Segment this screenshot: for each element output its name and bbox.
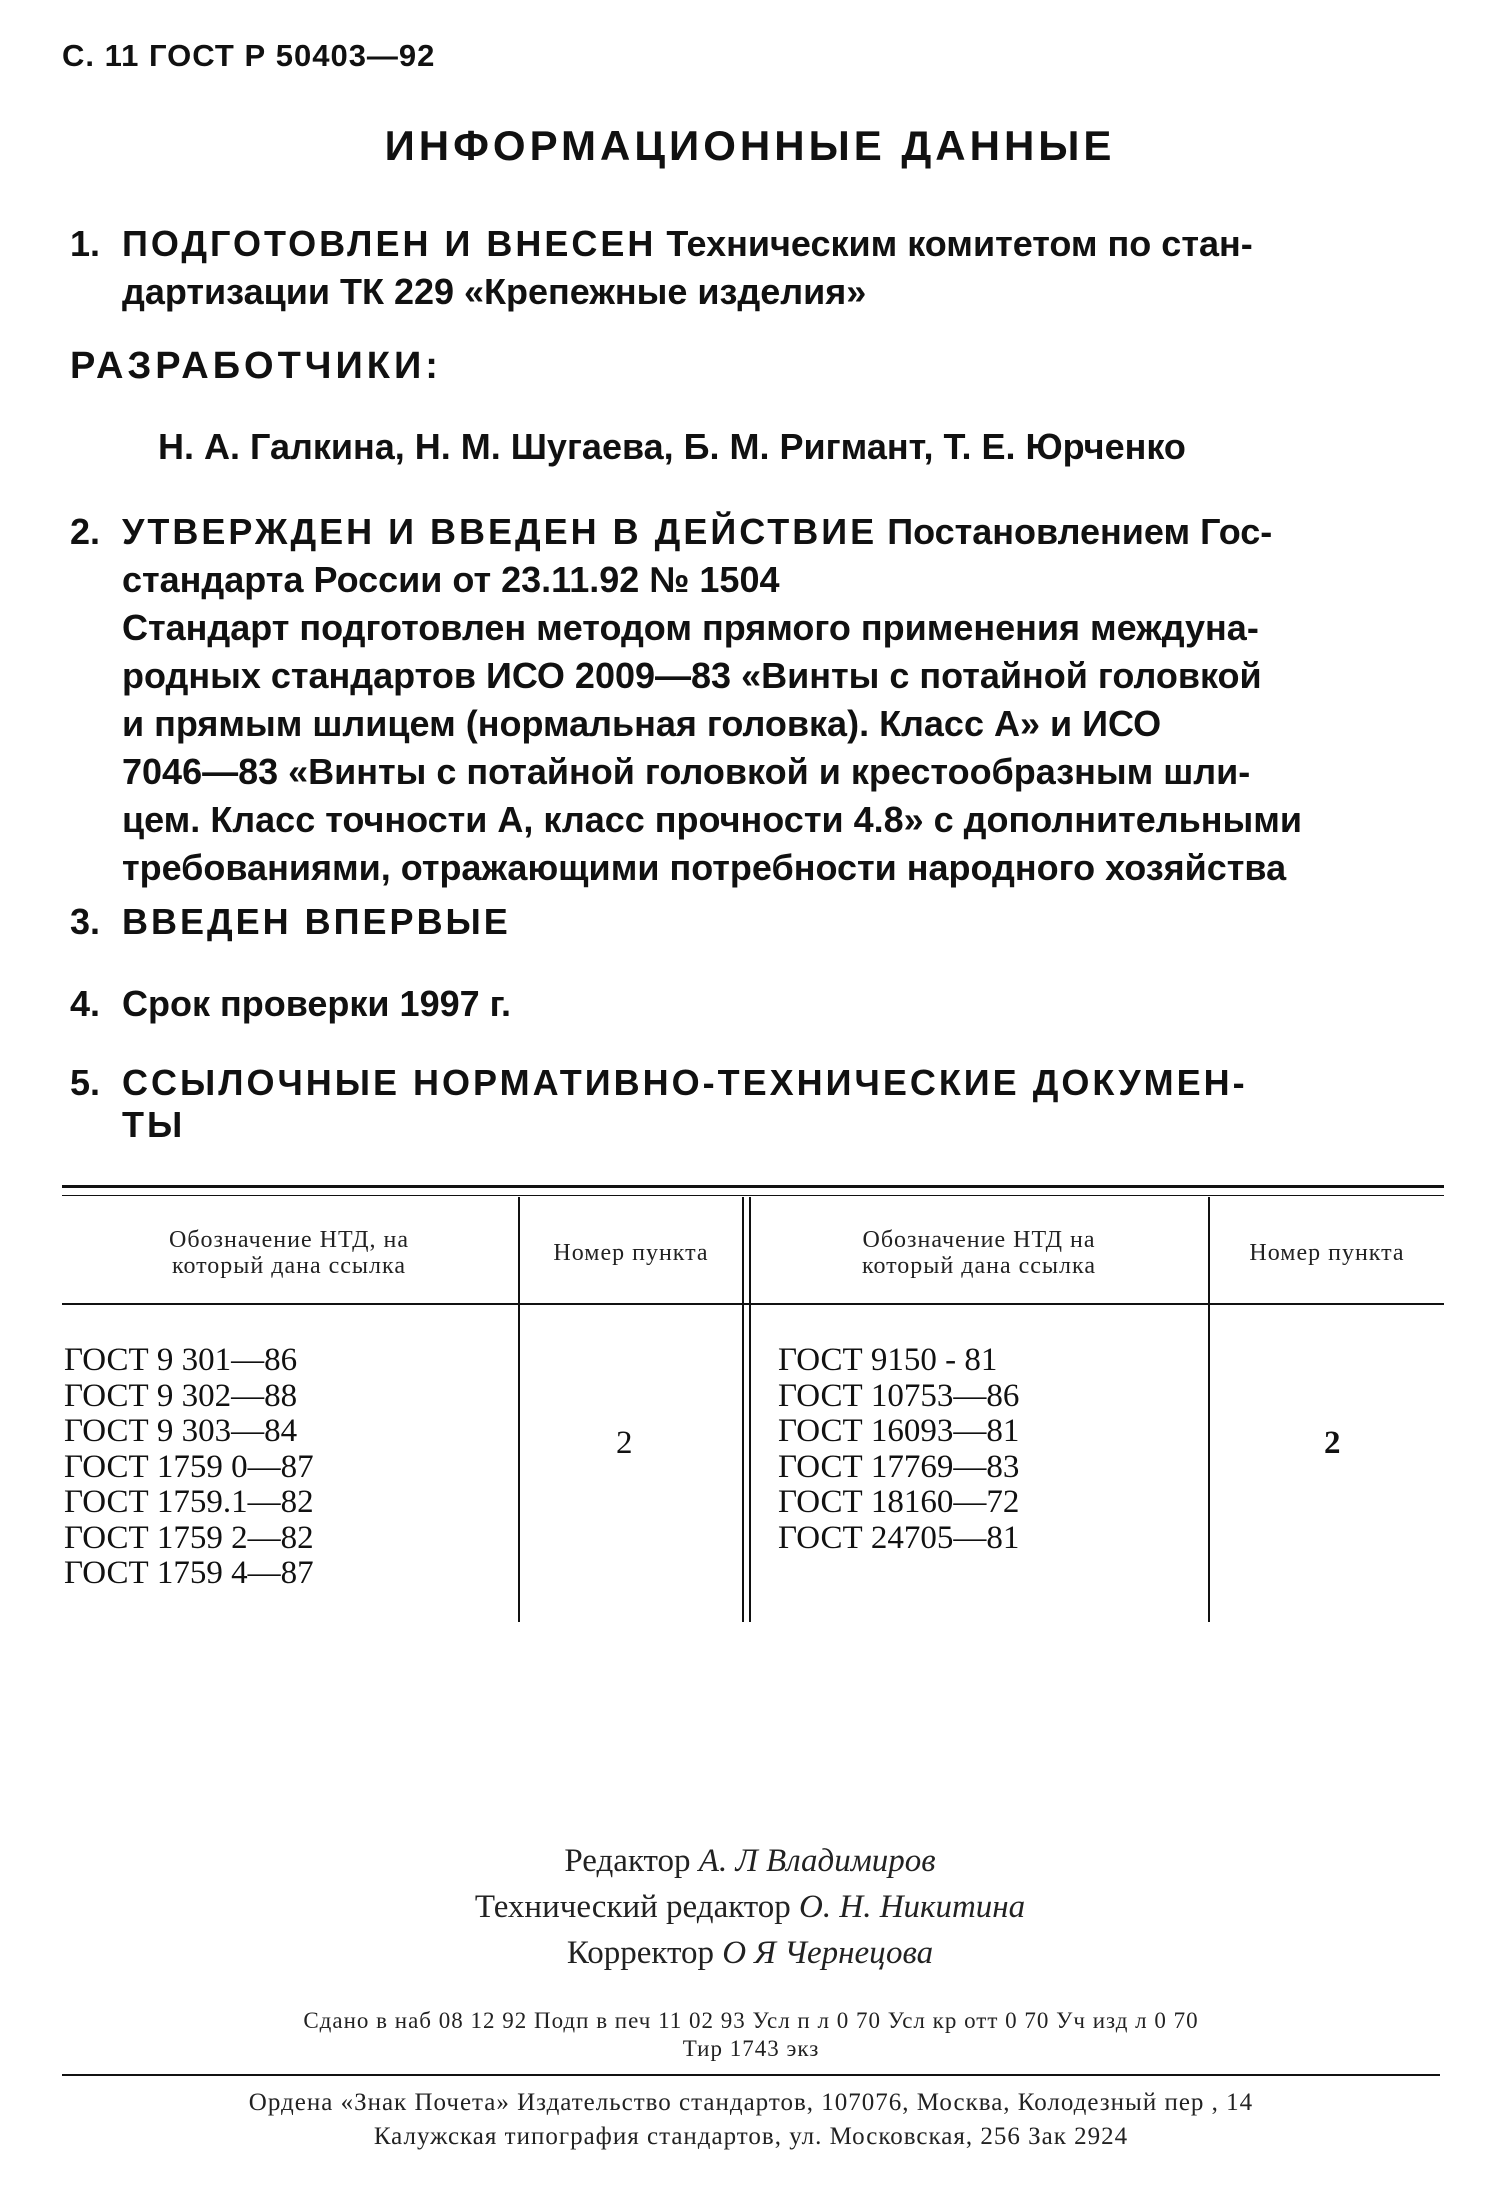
list-item: ГОСТ 1759 2—82	[64, 1519, 314, 1556]
item-1-line-2: дартизации ТК 229 «Крепежные изделия»	[122, 271, 867, 312]
item-5-number: 5.	[70, 1062, 101, 1103]
item-4-number: 4.	[70, 983, 101, 1024]
item-1-lead: ПОДГОТОВЛЕН И ВНЕСЕН	[122, 223, 657, 264]
item-1-number: 1.	[70, 223, 101, 264]
item-4-text: Срок проверки 1997 г.	[122, 983, 512, 1024]
list-item: ГОСТ 16093—81	[778, 1413, 1020, 1449]
list-item: ГОСТ 1759 4—87	[64, 1555, 314, 1591]
item-2-line-6: 7046—83 «Винты с потайной головкой и крестообразным шли-	[122, 751, 1251, 792]
table-divider-double-1	[742, 1197, 744, 1622]
page-header: С. 11 ГОСТ Р 50403—92	[62, 38, 436, 73]
table-header-point-right: Номер пункта	[1249, 1240, 1405, 1266]
list-item: ГОСТ 17769—83	[778, 1448, 1020, 1485]
table-header-rule	[62, 1303, 1444, 1305]
item-3-text: ВВЕДЕН ВПЕРВЫЕ	[122, 901, 511, 942]
publisher-line-2: Калужская типография стандартов, ул. Московская, 256 Зак 2924	[373, 2123, 1129, 2150]
right-documents-list	[778, 1343, 1019, 1556]
list-item: ГОСТ 9 303—84	[64, 1413, 298, 1449]
list-item: ГОСТ 9150 - 81	[778, 1342, 998, 1378]
item-3-number: 3.	[70, 901, 101, 942]
item-2-number: 2.	[70, 511, 101, 552]
footer-rule	[62, 2074, 1440, 2076]
table-top-rule	[62, 1185, 1444, 1188]
print-info-line-1: Сдано в наб 08 12 92 Подп в печ 11 02 93 Усл п л 0 70 Усл кр отт 0 70 Уч изд л 0 70	[303, 2008, 1199, 2033]
tech-editor-credit: Технический редактор О. Н. Никитина	[474, 1889, 1026, 1925]
developers-names: Н. А. Галкина, Н. М. Шугаева, Б. М. Ригмант, Т. Е. Юрченко	[158, 426, 1186, 467]
table-divider-double-2	[749, 1197, 751, 1622]
item-5-line-1: ССЫЛОЧНЫЕ НОРМАТИВНО-ТЕХНИЧЕСКИЕ ДОКУМЕН-	[122, 1062, 1248, 1103]
item-1	[70, 220, 1440, 312]
proofreader-credit: Корректор О Я Чернецова	[566, 1935, 934, 1971]
item-2-line-8: требованиями, отражающими потребности народного хозяйства	[122, 847, 1287, 888]
list-item: ГОСТ 18160—72	[778, 1484, 1020, 1520]
item-4	[70, 980, 1440, 1028]
item-2-line-4: родных стандартов ИСО 2009—83 «Винты с потайной головкой	[122, 655, 1262, 696]
left-point-number: 2	[616, 1425, 633, 1461]
item-1-text: Техническим комитетом по стан-	[656, 223, 1253, 264]
item-2-line-5: и прямым шлицем (нормальная головка). Класс А» и ИСО	[122, 703, 1162, 744]
list-item: ГОСТ 10753—86	[778, 1377, 1020, 1414]
print-info-line-2: Тир 1743 экз	[682, 2036, 820, 2061]
developers-heading: РАЗРАБОТЧИКИ:	[70, 345, 442, 387]
editor-credit: Редактор А. Л Владимиров	[564, 1843, 936, 1879]
item-2-line-3: Стандарт подготовлен методом прямого применения междуна-	[122, 607, 1259, 648]
item-2-text: Постановлением Гос-	[877, 511, 1273, 552]
item-2-lead: УТВЕРЖДЕН И ВВЕДЕН В ДЕЙСТВИЕ	[122, 511, 878, 552]
table-top-rule-thin	[62, 1195, 1444, 1196]
list-item: ГОСТ 9 301—86	[64, 1342, 298, 1378]
item-3	[70, 898, 1440, 946]
item-2-line-2: стандарта России от 23.11.92 № 1504	[122, 559, 780, 600]
table-header-designation-left: Обозначение НТД, на который дана ссылка	[169, 1227, 409, 1279]
list-item: ГОСТ 1759 0—87	[64, 1448, 314, 1485]
list-item: ГОСТ 1759.1—82	[64, 1484, 314, 1520]
table-header-designation-right: Обозначение НТД на который дана ссылка	[862, 1227, 1096, 1279]
document-title: ИНФОРМАЦИОННЫЕ ДАННЫЕ	[384, 122, 1116, 169]
list-item: ГОСТ 9 302—88	[64, 1377, 298, 1414]
item-5-line-2: ТЫ	[122, 1104, 186, 1145]
right-point-number: 2	[1324, 1425, 1341, 1461]
item-5	[70, 1062, 1440, 1145]
table-header-point-left: Номер пункта	[553, 1240, 709, 1266]
item-2	[70, 508, 1440, 888]
list-item: ГОСТ 24705—81	[778, 1519, 1020, 1556]
publisher-line-1: Ордена «Знак Почета» Издательство стандартов, 107076, Москва, Колодезный пер , 14	[248, 2089, 1254, 2116]
left-documents-list	[64, 1343, 314, 1592]
item-2-line-7: цем. Класс точности А, класс прочности 4.8» с дополнительными	[122, 799, 1303, 840]
reference-documents-table	[62, 1185, 1444, 1675]
